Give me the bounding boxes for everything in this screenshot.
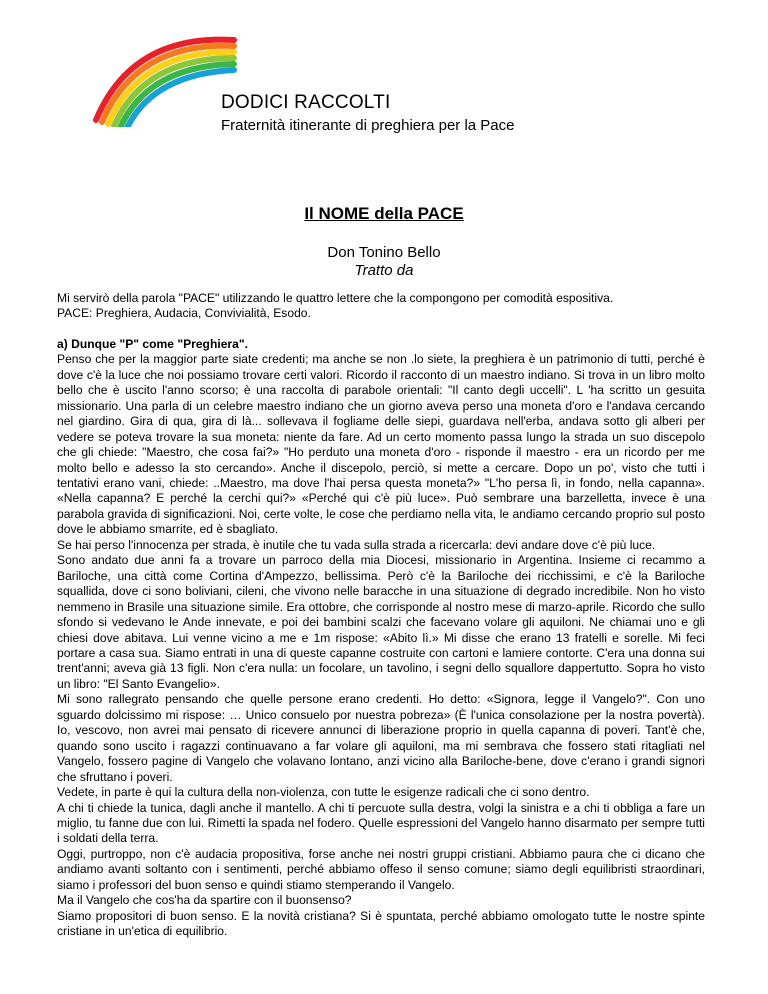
- paragraph: Mi sono rallegrato pensando che quelle persone erano credenti. Ho detto: «Signora, legge il Vangelo?". Con uno sguardo dolcissimo mi rispose: … Unico consuelo por nuestra pobreza» (È l'unica consolazione per la nostra povertà). Io, vescovo, non avrei mai pensato di ricevere annunci di liberazione proprio in quella capanna di poveri. Tant'è che, quando sono uscito i ragazzi continuavano a far volare gli aquiloni, ma mi sembrava che fossero stati ritagliati nel Vangelo, fossero pagine di Vangelo che volavano lontano, anzi vicino alla Bariloche-bene, dove c'erano i grandi signori che sfruttano i poveri.: [57, 692, 705, 784]
- org-name: DODICI RACCOLTI: [221, 92, 391, 113]
- paragraph: Ma il Vangelo che cos'ha da spartire con il buonsenso?: [57, 893, 352, 908]
- document-body: [57, 291, 705, 940]
- paragraph: Penso che per la maggior parte siate credenti; ma anche se non .lo siete, la preghiera è un patrimonio di tutti, perché è dove c'è la luce che noi possiamo trovare certi valori. Ricordo il racconto di un maestro indiano. Si trova in un libro molto bello che è uscito l'anno scorso; è una raccolta di parabole orientali: "Il canto degli uccelli". L 'ha scritto un gesuita missionario. Una parla di un celebre maestro indiano che un giorno aveva perso una moneta d'oro e l'andava cercando nel giardino. Gira di qua, gira di là... sollevava il fogliame delle siepi, guardava nell'erba, andava sotto gli alberi per vedere se poteva trovare la sua moneta: niente da fare. Ad un certo momento passa lungo la strada un suo discepolo che gli chiede: "Maestro, che cosa fai?» "Ho perduto una moneta d'oro - risponde il maestro - era un ricordo per me molto bello e adesso la sto cercando». Anche il discepolo, perciò, si mette a cercare. Dopo un po', visto che tutti i tentativi erano vani, chiede: ..Maestro, ma dove l'hai persa questa moneta?» "L'ho persa lì, in fondo, nella capanna». «Nella capanna? E perché la cerchi qui?» «Perché qui c'è più luce». Può sembrare una barzelletta, invece è una parabola gravida di significazioni. Noi, certe volte, le cose che perdiamo nella vita, le andiamo cercando proprio sul posto dove le abbiamo smarrite, ed è sbagliato.: [57, 352, 705, 537]
- document-title: Il NOME della PACE: [304, 204, 464, 223]
- paragraph: Se hai perso l'innocenza per strada, è inutile che tu vada sulla strada a ricercarla: devi andare dove c'è più luce.: [57, 537, 656, 552]
- document-subtitle: Tratto da: [354, 262, 414, 279]
- paragraph: Siamo propositori di buon senso. E la novità cristiana? Si è spuntata, perché abbiamo omologato tutte le nostre spinte cristiane in un'etica di equilibrio.: [57, 908, 705, 939]
- intro-line: PACE: Preghiera, Audacia, Convivialità, Esodo.: [57, 306, 311, 321]
- section-heading: a) Dunque "P" come "Preghiera".: [57, 336, 248, 351]
- paragraph: Oggi, purtroppo, non c'è audacia propositiva, forse anche nei nostri gruppi cristiani. Abbiamo paura che ci dicano che andiamo avanti soltanto con i sentimenti, perché abbiamo offeso il senso comune; siamo degli equilibristi straordinari, siamo i professori del buon senso e quindi stiamo stemperando il Vangelo.: [57, 846, 705, 892]
- document-author: Don Tonino Bello: [327, 244, 441, 261]
- paragraph: Sono andato due anni fa a trovare un parroco della mia Diocesi, missionario in Argentina. Insieme ci recammo a Bariloche, una città come Cortina d'Ampezzo, bellissima. Però c'è la Bariloche dei ricchissimi, e c'è la Bariloche squallida, dove ci sono boliviani, cileni, che vivono nelle baracche in una situazione di degrado incredibile. Non ho visto nemmeno in Brasile una situazione simile. Era ottobre, che corrisponde al nostro mese di marzo-aprile. Ricordo che sullo sfondo si vedevano le Ande innevate, e poi dei bambini scalzi che facevano volare gli aquiloni. Ne chiamai uno e gli chiesi dove abitava. Lui venne vicino a me e 1m rispose: «Abito lì.» Mi disse che erano 13 fratelli e sorelle. Mi feci portare a casa sua. Siamo entrati in una di queste capanne costruite con cartoni e lamiere contorte. C'era una donna sui trent'anni; aveva già 13 figli. Non c'era nulla: un focolare, un tavolino, i segni dello squallore dappertutto. Sopra ho visto un libro: "El Santo Evangelio».: [57, 553, 705, 691]
- org-subtitle: Fraternità itinerante di preghiera per la Pace: [221, 117, 515, 134]
- paragraph: A chi ti chiede la tunica, dagli anche il mantello. A chi ti percuote sulla destra, volgi la sinistra e a chi ti obbliga a fare un miglio, tu fanne due con lui. Rimetti la spada nel fodero. Quelle espressioni del Vangelo hanno disarmato per sempre tutti i soldati della terra.: [57, 800, 705, 846]
- intro-line: Mi servirò della parola "PACE" utilizzando le quattro lettere che la compongono per comodità espositiva.: [57, 291, 614, 305]
- paragraph: Vedete, in parte è qui la cultura della non-violenza, con tutte le esigenze radicali che ci sono dentro.: [57, 785, 590, 800]
- rainbow-logo-icon: [80, 22, 240, 127]
